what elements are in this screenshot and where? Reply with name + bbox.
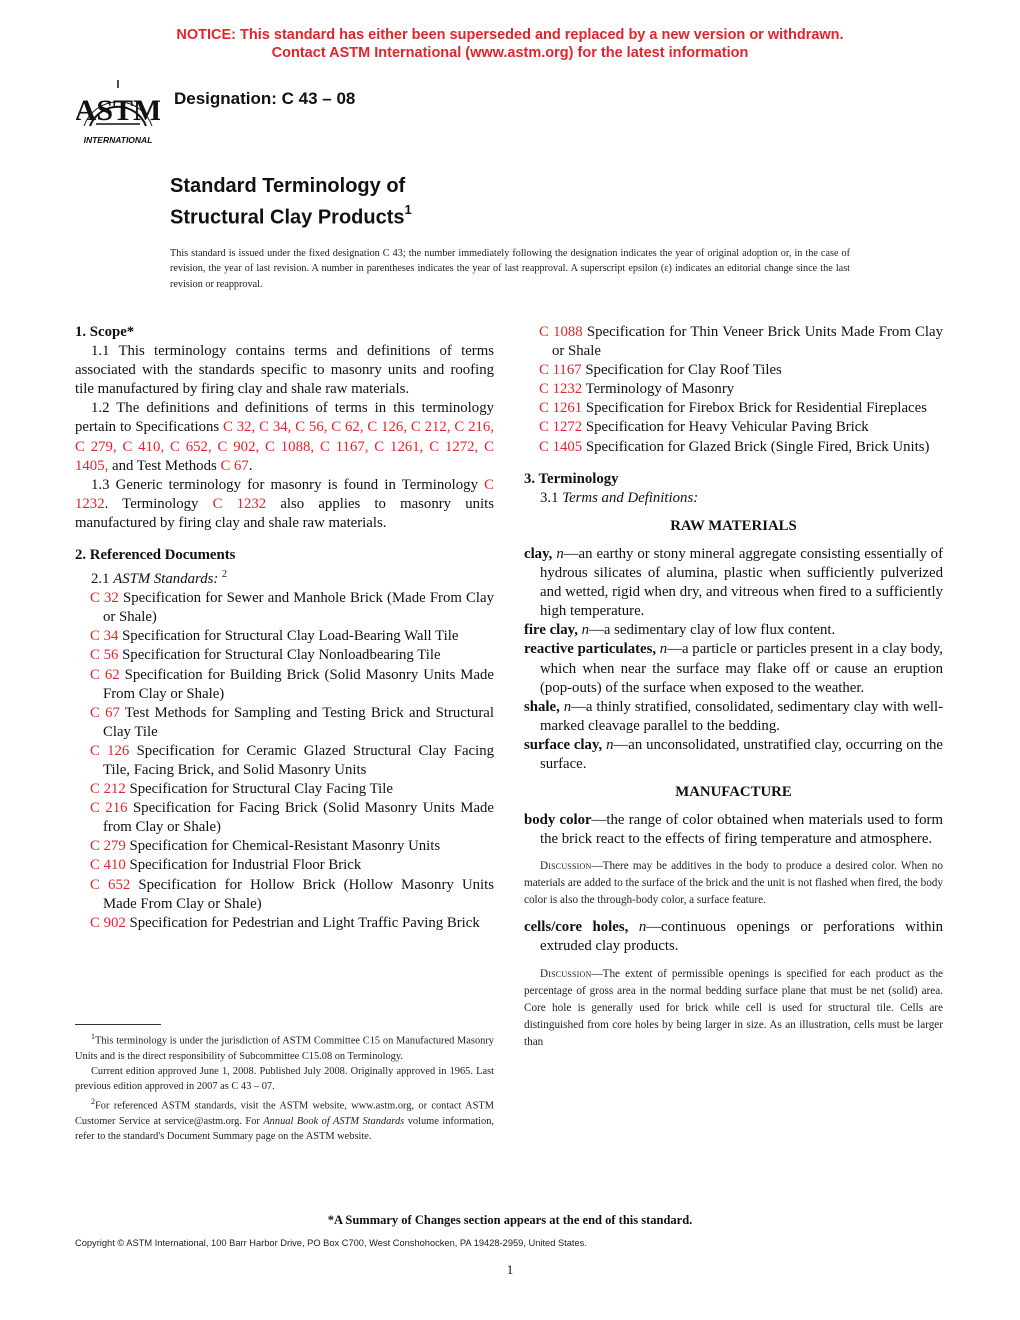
reference-title: Specification for Firebox Brick for Residential Fireplaces xyxy=(582,400,927,417)
left-column xyxy=(75,323,494,933)
footnote-1-current: Current edition approved June 1, 2008. Published July 2008. Originally approved in 1965. Last previous edition approved in 2007 as C 43 – 07. xyxy=(75,1065,494,1093)
notice-line-2: Contact ASTM International (www.astm.org) for the latest information xyxy=(271,45,749,61)
logo-label: INTERNATIONAL xyxy=(83,135,153,145)
reference-link[interactable]: C 32 xyxy=(90,590,119,607)
reference-link[interactable]: C 1272 xyxy=(539,419,583,436)
reference-link[interactable]: C 1261 xyxy=(539,400,583,417)
footnote-rule xyxy=(75,1024,161,1025)
section-heading-scope: 1. Scope* xyxy=(75,324,135,340)
p21-footnote-mark: 2 xyxy=(222,569,227,581)
reference-link[interactable]: C 902 xyxy=(90,914,126,931)
term-name: fire clay, xyxy=(524,622,578,639)
discussion-label: Discussion xyxy=(540,967,592,980)
p12-end: . xyxy=(248,457,253,474)
term-body-color-name: body color xyxy=(524,812,592,829)
p12-ref-link-c67[interactable]: C 67 xyxy=(220,457,249,474)
term-entry xyxy=(524,545,943,621)
reference-link[interactable]: C 1405 xyxy=(539,438,583,455)
footnote-1-mark: 1 xyxy=(91,1032,95,1041)
discussion-label: Discussion xyxy=(540,860,592,873)
reference-title: Specification for Chemical-Resistant Masonry Units xyxy=(125,838,441,855)
reference-link[interactable]: C 279 xyxy=(90,838,126,855)
reference-title: Test Methods for Sampling and Testing Brick and Structural Clay Tile xyxy=(103,704,494,740)
paragraph-2-1 xyxy=(75,565,494,589)
notice-line-1: NOTICE: This standard has either been superseded and replaced by a new version or withdrawn. xyxy=(176,27,844,43)
term-entry xyxy=(524,621,943,640)
reference-title: Specification for Industrial Floor Brick xyxy=(125,857,362,874)
reference-item xyxy=(75,876,494,914)
issued-note: This standard is issued under the fixed designation C 43; the number immediately following the designation indicates the year of original adoption or, in the case of revision, the year of last revision. A number in parentheses indicates the year of last reapproval. A superscript epsilon (ε) indicates an editorial change since the last revision or reapproval. xyxy=(170,248,850,290)
reference-item xyxy=(75,914,494,933)
term-part-of-speech: n xyxy=(556,545,564,562)
reference-title: Specification for Hollow Brick (Hollow Masonry Units Made From Clay or Shale) xyxy=(103,876,495,912)
reference-link[interactable]: C 126 xyxy=(90,742,130,759)
reference-link[interactable]: C 56 xyxy=(90,647,119,664)
term-entry xyxy=(524,640,943,697)
discussion-body-color xyxy=(524,858,943,909)
right-column xyxy=(524,323,943,1051)
reference-title: Specification for Heavy Vehicular Paving Brick xyxy=(582,419,869,436)
term-cells-core-holes xyxy=(524,918,943,956)
term-entry xyxy=(524,698,943,736)
p13-text-c: also applies to masonry units manufactured by firing clay and shale raw materials. xyxy=(75,495,494,531)
reference-link[interactable]: C 1088 xyxy=(539,324,583,340)
footnote-1 xyxy=(75,1029,494,1064)
term-definition: —a sedimentary clay of low flux content. xyxy=(589,622,836,639)
reference-title: Specification for Structural Clay Load-Bearing Wall Tile xyxy=(118,628,459,645)
discussion-text: —There may be additives in the body to produce a desired color. When no materials are added to the surface of the brick and the unit is not flashed when fired, the body color is also the through-body color, a surface feature. xyxy=(524,860,943,907)
reference-title: Specification for Glazed Brick (Single Fired, Brick Units) xyxy=(582,438,930,455)
reference-item xyxy=(75,704,494,742)
reference-list-right xyxy=(524,323,943,457)
reference-item xyxy=(75,799,494,837)
document-title xyxy=(170,174,412,231)
p31-label: Terms and Definitions: xyxy=(562,489,699,506)
title-line-1: Standard Terminology of xyxy=(170,175,406,197)
discussion-cells xyxy=(524,966,943,1051)
reference-link[interactable]: C 1232 xyxy=(539,381,583,398)
designation: Designation: C 43 – 08 xyxy=(174,89,356,108)
reference-list-left xyxy=(75,589,494,933)
reference-item xyxy=(524,438,943,457)
term-definition: —a particle or particles present in a clay body, which when near the surface may flake off or cause an eruption (pop-outs) of the surface when exposed to the weather. xyxy=(540,641,943,696)
title-footnote-mark: 1 xyxy=(404,202,412,217)
p13-text-a: 1.3 Generic terminology for masonry is found in Terminology xyxy=(91,476,485,493)
term-cells-name: cells/core holes, xyxy=(524,919,629,936)
footnote-2-italic: Annual Book of ASTM Standards xyxy=(263,1115,405,1127)
footnote-2-text-b: volume information, refer to the standard's Document Summary page on the ASTM website. xyxy=(75,1115,494,1143)
p31-number: 3.1 xyxy=(540,489,563,506)
raw-materials-terms xyxy=(524,545,943,774)
term-body-color xyxy=(524,811,943,849)
svg-text:ASTM: ASTM xyxy=(76,94,160,127)
p13-ref-link-1[interactable]: C 1232 xyxy=(75,476,494,512)
reference-link[interactable]: C 62 xyxy=(90,666,120,683)
reference-link[interactable]: C 1167 xyxy=(539,362,582,379)
term-name: reactive particulates, xyxy=(524,641,657,658)
term-entry xyxy=(524,736,943,774)
reference-item xyxy=(75,589,494,627)
term-cells-definition: —continuous openings or perforations within extruded clay products. xyxy=(540,919,943,955)
reference-item xyxy=(75,856,494,875)
notice-banner xyxy=(0,26,1020,62)
footnote-2 xyxy=(75,1094,494,1144)
term-body-color-definition: —the range of color obtained when materials used to form the brick react to the effects of firing temperature and atmosphere. xyxy=(540,812,943,848)
reference-item xyxy=(75,780,494,799)
subheading-raw-materials: RAW MATERIALS xyxy=(670,517,797,534)
reference-item xyxy=(75,627,494,646)
reference-title: Specification for Clay Roof Tiles xyxy=(581,362,782,379)
page-number: 1 xyxy=(506,1262,514,1277)
p21-number: 2.1 xyxy=(91,571,114,588)
term-name: shale, xyxy=(524,698,560,715)
summary-of-changes-note: *A Summary of Changes section appears at the end of this standard. xyxy=(327,1213,693,1227)
reference-title: Specification for Ceramic Glazed Structural Clay Facing Tile, Facing Brick, and Solid Masonry Units xyxy=(103,742,494,778)
reference-item xyxy=(75,666,494,704)
reference-item xyxy=(75,646,494,665)
reference-title: Specification for Structural Clay Facing Tile xyxy=(125,781,393,798)
reference-item xyxy=(524,418,943,437)
reference-item xyxy=(75,837,494,856)
paragraph-3-1 xyxy=(524,489,943,508)
footnote-2-mark: 2 xyxy=(91,1097,95,1107)
reference-link[interactable]: C 652 xyxy=(90,876,131,893)
reference-link[interactable]: C 212 xyxy=(90,781,126,798)
reference-item xyxy=(524,399,943,418)
footnotes xyxy=(75,1024,494,1144)
term-part-of-speech: n xyxy=(659,641,668,658)
reference-title: Specification for Facing Brick (Solid Masonry Units Made from Clay or Shale) xyxy=(103,800,495,836)
subheading-manufacture: MANUFACTURE xyxy=(675,784,792,801)
term-part-of-speech: n xyxy=(563,698,572,715)
footnote-1-text: This terminology is under the jurisdiction of ASTM Committee C15 on Manufactured Masonry Units and is the direct responsibility of Subcommittee C15.08 on Terminology. xyxy=(75,1035,494,1062)
p13-ref-link-2[interactable]: C 1232 xyxy=(212,495,267,512)
p12-prefix: 1.2 The definitions and definitions of terms in this terminology pertain to Specifications xyxy=(75,400,494,436)
reference-item xyxy=(524,323,943,361)
reference-title: Specification for Building Brick (Solid Masonry Units Made From Clay or Shale) xyxy=(103,666,494,702)
reference-title: Terminology of Masonry xyxy=(582,381,735,398)
copyright: Copyright © ASTM International, 100 Barr Harbor Drive, PO Box C700, West Conshohocken, PA 19428-2959, United States. xyxy=(75,1238,587,1248)
reference-item xyxy=(75,742,494,780)
paragraph-1-3 xyxy=(75,476,494,533)
term-part-of-speech: n xyxy=(581,622,590,639)
reference-title: Specification for Structural Clay Nonloadbearing Tile xyxy=(118,647,441,664)
p12-ref-links[interactable]: C 32, C 34, C 56, C 62, C 126, C 212, C 216, C 279, C 410, C 652, C 902, C 1088, C 1167, C 1261, C 1272, C 1405, xyxy=(75,419,495,474)
reference-item xyxy=(524,361,943,380)
section-heading-terminology: 3. Terminology xyxy=(524,470,619,487)
term-definition: —an earthy or stony mineral aggregate consisting essentially of hydrous silicates of alumina, plastic when sufficiently pulverized and wetted, rigid when dry, and vitreous when fired to a sufficiently high temperature. xyxy=(540,545,944,620)
term-cells-pos: n xyxy=(638,919,647,936)
reference-item xyxy=(524,380,943,399)
reference-link[interactable]: C 410 xyxy=(90,857,126,874)
reference-link[interactable]: C 34 xyxy=(90,628,119,645)
footnote-2-text-a: For referenced ASTM standards, visit the ASTM website, www.astm.org, or contact ASTM Customer Service at service@astm.org. For xyxy=(75,1100,494,1127)
reference-title: Specification for Sewer and Manhole Brick (Made From Clay or Shale) xyxy=(103,590,494,626)
reference-title: Specification for Thin Veneer Brick Units Made From Clay or Shale xyxy=(552,324,943,360)
term-name: surface clay, xyxy=(524,736,603,753)
paragraph-1-2 xyxy=(75,399,494,475)
section-heading-referenced-documents: 2. Referenced Documents xyxy=(75,547,236,564)
reference-link[interactable]: C 216 xyxy=(90,800,128,817)
astm-logo-icon xyxy=(76,74,160,150)
p21-label: ASTM Standards: xyxy=(113,571,219,588)
paragraph-1-1: 1.1 This terminology contains terms and definitions of terms associated with the standards specific to masonry units and roofing tile manufactured by firing clay and shale raw materials. xyxy=(75,343,494,398)
discussion-text: —The extent of permissible openings is specified for each product as the percentage of gross area in the normal bedding surface plane that must be net (solid) area. Core hole is generally used for brick while cell is used for structural tile. Cells are distinguished from core holes by being larger in size. As an illustration, cells must be larger than xyxy=(524,967,943,1048)
title-line-2: Structural Clay Products xyxy=(170,206,405,229)
p12-mid: and Test Methods xyxy=(108,457,221,474)
term-name: clay, xyxy=(524,545,553,562)
reference-title: Specification for Pedestrian and Light Traffic Paving Brick xyxy=(125,914,480,931)
reference-link[interactable]: C 67 xyxy=(90,704,120,721)
term-definition: —an unconsolidated, unstratified clay, occurring on the surface. xyxy=(540,736,943,772)
term-part-of-speech: n xyxy=(606,736,614,753)
term-definition: —a thinly stratified, consolidated, sedimentary clay with well-marked cleavage parallel to the bedding. xyxy=(540,698,943,734)
p13-text-b: . Terminology xyxy=(104,495,213,512)
